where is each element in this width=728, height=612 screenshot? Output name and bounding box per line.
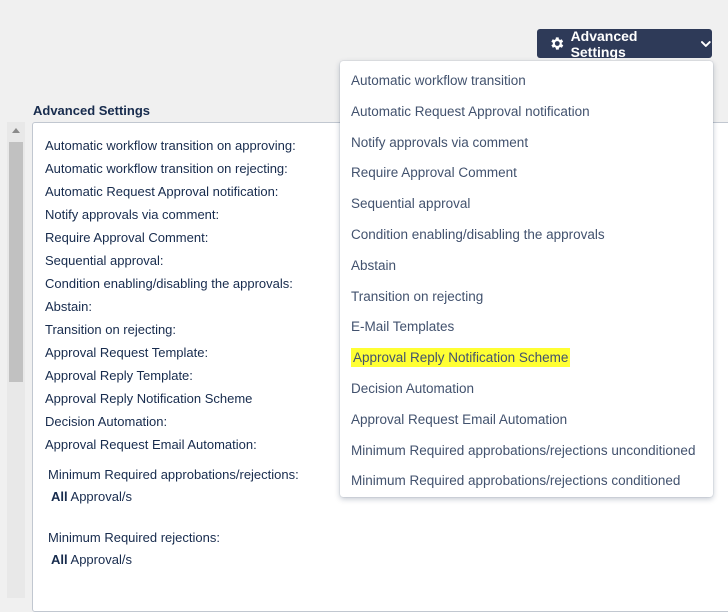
menu-item-approval-request-email-automation[interactable]: Approval Request Email Automation <box>351 411 568 427</box>
gear-icon <box>549 35 566 52</box>
setting-line: Automatic Request Approval notification: <box>45 184 279 199</box>
setting-line: Approval Reply Notification Scheme <box>45 391 253 406</box>
scrollbar[interactable] <box>7 122 25 598</box>
highlighted-menu-label: Approval Reply Notification Scheme <box>353 350 569 366</box>
scrollbar-thumb[interactable] <box>9 142 23 382</box>
min-rejections-section <box>48 527 220 571</box>
menu-item-abstain[interactable]: Abstain <box>351 257 397 273</box>
min-approbations-section <box>48 464 299 508</box>
setting-line: Automatic workflow transition on rejecting: <box>45 161 288 176</box>
setting-line: Automatic workflow transition on approving: <box>45 138 296 153</box>
setting-line: Condition enabling/disabling the approvals: <box>45 276 293 291</box>
setting-line: Sequential approval: <box>45 253 164 268</box>
setting-line: Approval Request Template: <box>45 345 209 360</box>
min-approbations-label: Minimum Required approbations/rejections: <box>48 467 299 482</box>
menu-item-notify-approvals-via-comment[interactable]: Notify approvals via comment <box>351 134 529 150</box>
settings-list <box>45 134 296 456</box>
scroll-up-arrow-icon[interactable] <box>12 128 20 133</box>
min-rejections-label: Minimum Required rejections: <box>48 530 220 545</box>
menu-item-automatic-request-approval-notification[interactable]: Automatic Request Approval notification <box>351 103 590 119</box>
min-approbations-value-rest: Approval/s <box>67 489 132 504</box>
setting-line: Transition on rejecting: <box>45 322 177 337</box>
menu-item-require-approval-comment[interactable]: Require Approval Comment <box>351 165 517 181</box>
setting-line: Decision Automation: <box>45 414 168 429</box>
menu-item-decision-automation[interactable]: Decision Automation <box>351 380 475 396</box>
menu-item-approval-reply-notification-scheme[interactable] <box>340 343 713 374</box>
menu-item-sequential-approval[interactable]: Sequential approval <box>351 196 471 212</box>
panel-title: Advanced Settings <box>33 103 151 118</box>
menu-item-condition-enabling[interactable]: Condition enabling/disabling the approvals <box>351 226 605 242</box>
setting-line: Approval Reply Template: <box>45 368 193 383</box>
min-rejections-value-rest: Approval/s <box>67 552 132 567</box>
menu-item-min-required-conditioned[interactable]: Minimum Required approbations/rejections conditioned <box>351 473 681 489</box>
min-rejections-value-bold: All <box>51 552 68 567</box>
setting-line: Require Approval Comment: <box>45 230 209 245</box>
menu-item-min-required-unconditioned[interactable]: Minimum Required approbations/rejections unconditioned <box>351 442 696 458</box>
advanced-settings-button[interactable] <box>537 29 712 58</box>
setting-line: Approval Request Email Automation: <box>45 437 257 452</box>
advanced-settings-dropdown <box>340 61 713 497</box>
chevron-down-icon <box>700 38 712 50</box>
menu-item-transition-on-rejecting[interactable]: Transition on rejecting <box>351 288 484 304</box>
advanced-settings-button-label: Advanced Settings <box>570 27 638 60</box>
setting-line: Abstain: <box>45 299 92 314</box>
setting-line: Notify approvals via comment: <box>45 207 220 222</box>
min-approbations-value <box>48 486 299 508</box>
min-approbations-value-bold: All <box>51 489 68 504</box>
menu-item-email-templates[interactable]: E-Mail Templates <box>351 319 455 335</box>
min-rejections-value <box>48 549 220 571</box>
menu-item-automatic-workflow-transition[interactable]: Automatic workflow transition <box>351 73 526 88</box>
